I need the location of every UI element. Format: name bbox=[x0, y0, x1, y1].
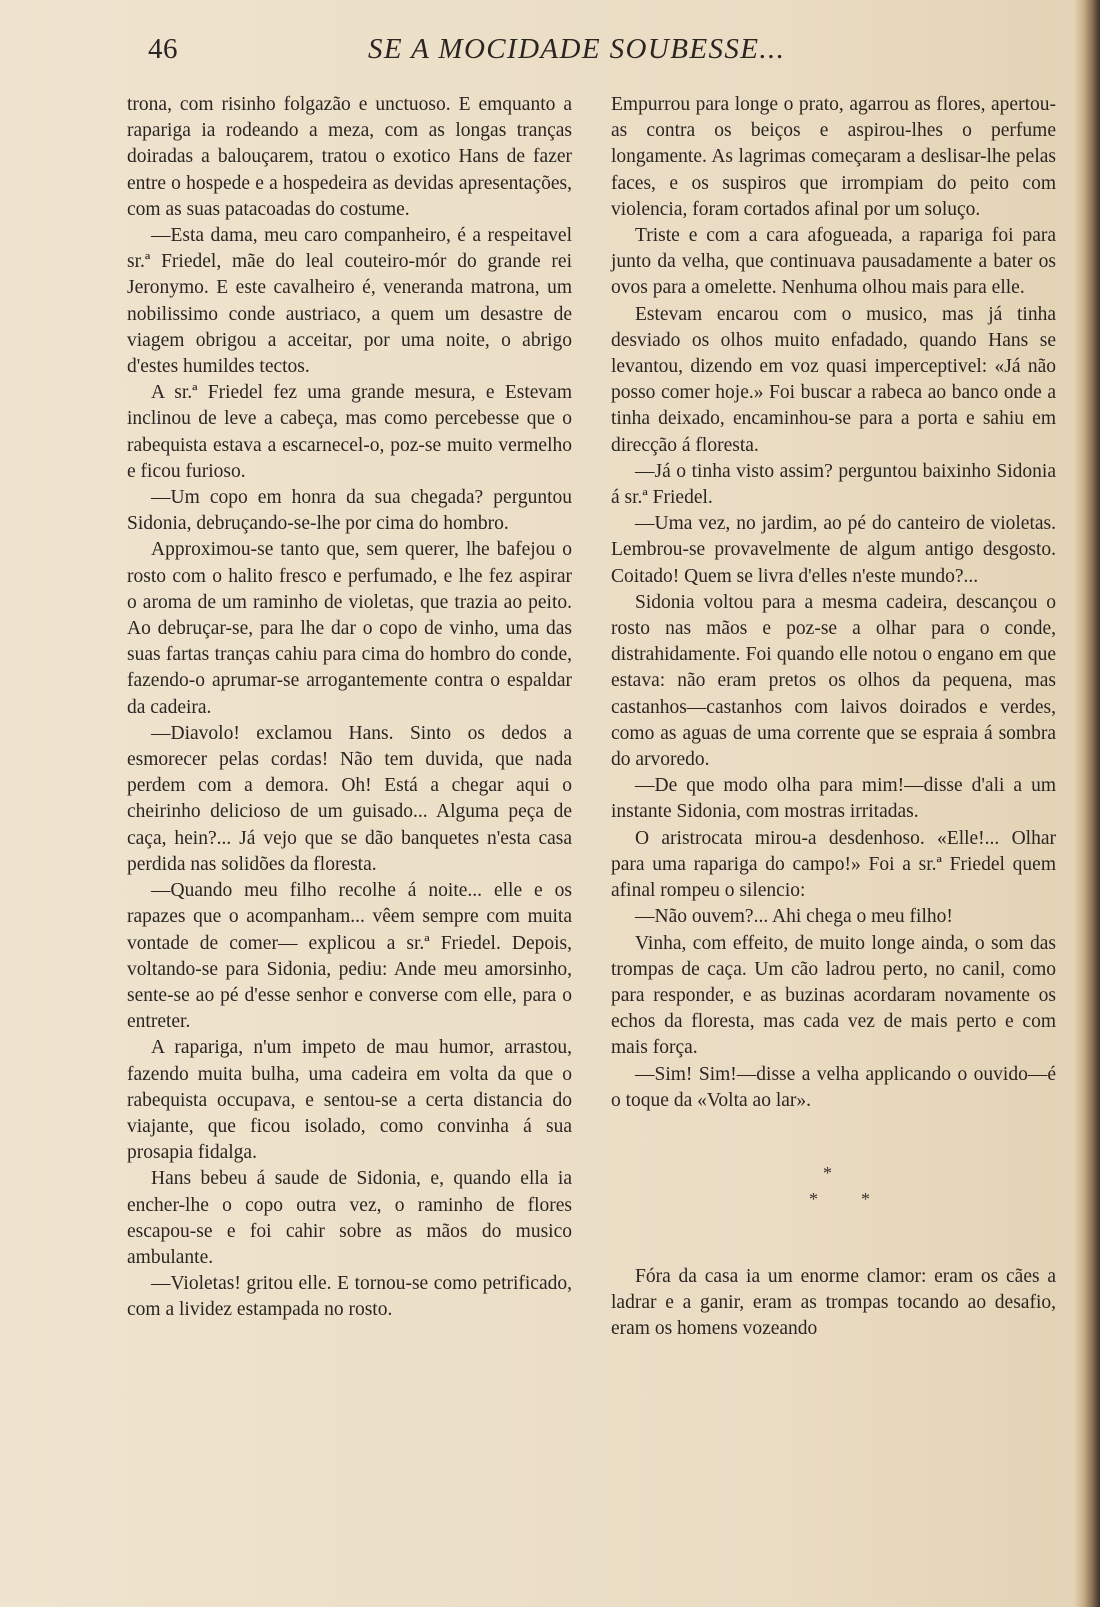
paragraph: Estevam encarou com o musico, mas já tinha desviado os olhos muito enfadado, quando Hans se levantou, dizendo em voz quasi imperceptivel: «Já não posso comer hoje.» Foi buscar a rabeca ao banco onde a tinha deixado, encaminhou-se para a porta e sahiu em direcção á floresta. bbox=[611, 303, 1056, 456]
paragraph: Triste e com a cara afogueada, a rapariga foi para junto da velha, que continuava pausadamente a bater os ovos para a omelette. Nenhuma olhou mais para elle. bbox=[611, 225, 1056, 299]
section-gap bbox=[611, 1114, 1056, 1154]
paragraph: —Violetas! gritou elle. E tornou-se como petrificado, com a lividez estampada no rosto. bbox=[127, 1273, 572, 1321]
paragraph: Approximou-se tanto que, sem querer, lhe bafejou o rosto com o halito fresco e perfumado, e lhe fez aspirar o aroma de um raminho de violetas, que trazia ao peito. Ao debruçar-se, para lhe dar o copo de vinho, uma das suas fartas tranças cahiu para cima do hombro do conde, fazendo-o aprumar-se arrogantemente contra o espaldar da cadeira. bbox=[127, 539, 572, 718]
asterism-star: * bbox=[809, 1188, 818, 1209]
paragraph: —Quando meu filho recolhe á noite... elle e os rapazes que o acompanham... vêem sempre com muita vontade de comer— explicou a sr.ª Friedel. Depois, voltando-se para Sidonia, pediu: Ande meu amorsinho, sente-se ao pé d'esse senhor e converse com elle, para o entreter. bbox=[127, 880, 572, 1033]
paragraph: —Já o tinha visto assim? perguntou baixinho Sidonia á sr.ª Friedel. bbox=[611, 460, 1056, 509]
paragraph: —Diavolo! exclamou Hans. Sinto os dedos a esmorecer pelas cordas! Não tem duvida, que nada perdem com a demora. Oh! Está a chegar aqui o cheirinho delicioso de um guisado... Alguma peça de caça, hein?... Já vejo que se dão banquetes n'esta casa perdida nas solidões da floresta. bbox=[127, 722, 572, 875]
paragraph: Fóra da casa ia um enorme clamor: eram os cães a ladrar e a ganir, eram as trompas tocando ao desafio, eram os homens vozeando bbox=[611, 1265, 1056, 1340]
page-edge-shadow bbox=[1074, 0, 1100, 1607]
page-number: 46 bbox=[148, 33, 178, 65]
paragraph: A rapariga, n'um impeto de mau humor, arrastou, fazendo muita bulha, uma cadeira em volta da que o rabequista occupava, e sentou-se a certa distancia do viajante, que ficou isolado, como convinha á sua prosapia fidalga. bbox=[127, 1037, 572, 1164]
paragraph: —Esta dama, meu caro companheiro, é a respeitavel sr.ª Friedel, mãe do leal couteiro-mór do grande rei Jeronymo. E este cavalheiro é, veneranda matrona, um nobilissimo conde austriaco, a quem um desastre de viagem obrigou a acceitar, por uma noite, o abrigo d'estes humildes tectos. bbox=[127, 225, 572, 378]
paragraph: —De que modo olha para mim!—disse d'ali a um instante Sidonia, com mostras irritadas. bbox=[611, 775, 1056, 823]
section-break-asterism bbox=[611, 1154, 1056, 1224]
paragraph: O aristrocata mirou-a desdenhoso. «Elle!... Olhar para uma rapariga do campo!» Foi a sr.ª Friedel quem afinal rompeu o silencio: bbox=[611, 827, 1056, 902]
asterism-star: * bbox=[823, 1162, 832, 1183]
paragraph: Sidonia voltou para a mesma cadeira, descançou o rosto nas mãos e poz-se a olhar para o conde, distrahidamente. Foi quando elle notou o engano em que estava: não eram pretos os olhos da pequena, mas castanhos—castanhos com laivos doirados e verdes, como as aguas de uma corrente que se espraia á sombra do arvoredo. bbox=[611, 591, 1056, 771]
paragraph: —Uma vez, no jardim, ao pé do canteiro de violetas. Lembrou-se provavelmente de algum antigo desgosto. Coitado! Quem se livra d'elles n'este mundo?... bbox=[611, 513, 1056, 587]
right-text-column bbox=[611, 92, 1056, 1343]
paragraph: Empurrou para longe o prato, agarrou as flores, apertou-as contra os beiços e aspirou-lhes o perfume longamente. As lagrimas começaram a deslisar-lhe pelas faces, e os suspiros que irrompiam do peito com violencia, foram cortados afinal por um soluço. bbox=[611, 94, 1056, 220]
paragraph: —Não ouvem?... Ahi chega o meu filho! bbox=[635, 906, 953, 928]
running-title: SE A MOCIDADE SOUBESSE... bbox=[368, 33, 786, 65]
section-gap bbox=[611, 1224, 1056, 1264]
asterism-star: * bbox=[861, 1188, 870, 1209]
paragraph: —Sim! Sim!—disse a velha applicando o ouvido—é o toque da «Volta ao lar». bbox=[611, 1063, 1056, 1111]
paragraph: —Um copo em honra da sua chegada? perguntou Sidonia, debruçando-se-lhe por cima do hombro. bbox=[127, 487, 572, 535]
paragraph: A sr.ª Friedel fez uma grande mesura, e Estevam inclinou de leve a cabeça, mas como percebesse que o rabequista estava a escarnecel-o, poz-se muito vermelho e ficou furioso. bbox=[127, 382, 572, 482]
left-text-column bbox=[127, 92, 572, 1324]
paragraph: trona, com risinho folgazão e unctuoso. E emquanto a rapariga ia rodeando a meza, com as longas tranças doiradas a balouçarem, tratou o exotico Hans de fazer entre o hospede e a hospedeira as devidas apresentações, com as suas patacoadas do costume. bbox=[127, 94, 572, 220]
paragraph: Vinha, com effeito, de muito longe ainda, o som das trompas de caça. Um cão ladrou perto, no canil, como para responder, e as buzinas acordaram novamente os echos da floresta, mas cada vez de mais perto e com mais força. bbox=[611, 932, 1056, 1059]
paragraph: Hans bebeu á saude de Sidonia, e, quando ella ia encher-lhe o copo outra vez, o raminho de flores escapou-se e foi cahir sobre as mãos do musico ambulante. bbox=[127, 1168, 572, 1268]
